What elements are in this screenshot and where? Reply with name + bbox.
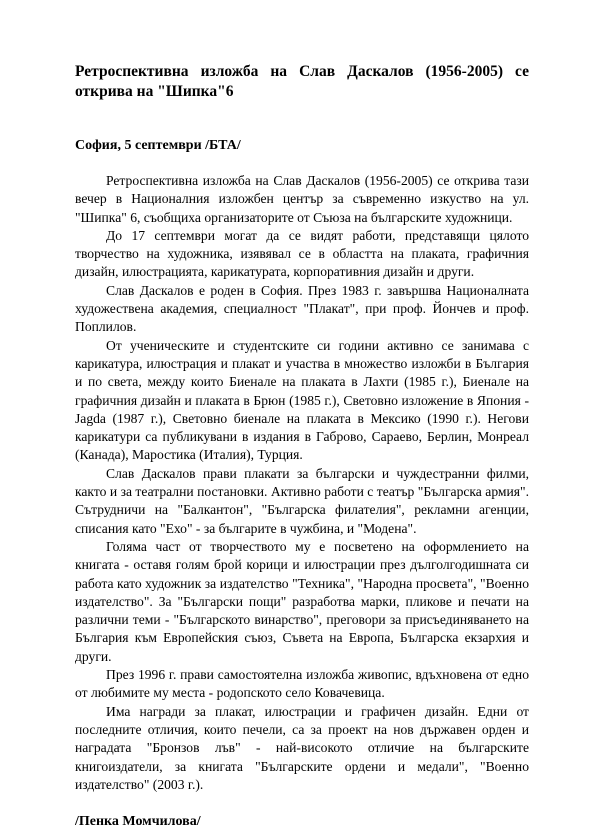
body-paragraph: От ученическите и студентските си години активно се занимава с карикатура, илюстрация и плакат и участва в множество изложби в България и по света, между които Биенале на плаката в Лахти (1985 г.), Биенале на графичния дизайн и плаката в Брюн (1985 г.), Световно изложение в Япония - Jagda (1987 г.), Световно биенале на плаката в Мексико (1990 г.). Негови карикатури са публикувани в издания в Габрово, Сараево, Берлин, Монреал (Канада), Маростика (Италия), Турция. [75,337,529,463]
article-author: /Пенка Момчилова/ [75,814,201,830]
article-body [75,172,529,794]
document-page [75,62,529,831]
article-title: Ретроспективна изложба на Слав Даскалов (1956-2005) се открива на "Шипка"6 [75,63,529,100]
body-paragraph: Слав Даскалов прави плакати за български и чуждестранни филми, както и за театрални постановки. Активно работи с театър "Българска армия". Сътрудничи на "Балкантон", "Българска филателия", рекламни агенции, списания като "Ехо" - за българите в чужбина, и "Модена". [75,465,529,536]
body-paragraph: До 17 септември могат да се видят работи, представящи цялото творчество на художника, изявявал се в областта на плаката, графичния дизайн, илюстрацията, карикатурата, корпоративния дизайн и други. [75,227,529,280]
body-paragraph: През 1996 г. прави самостоятелна изложба живопис, вдъхновена от едно от любимите му места - родопското село Ковачевица. [75,667,529,701]
body-paragraph: Има награди за плакат, илюстрации и графичен дизайн. Едни от последните отличия, които печели, са за проект на нов държавен орден и наградата "Бронзов лъв" - най-високото отличие на българските книгоиздатели, за книгата "Българските ордени и медали", "Военно издателство" (2003 г.). [75,703,529,792]
body-paragraph: Голяма част от творчеството му е посветено на оформлението на книгата - оставя голям брой корици и илюстрации през дълголгодишната си работа като художник за издателство "Техника", "Народна просвета", "Военно издателство". За "Български пощи" разработва марки, пликове и печати на различни теми - "Българското винарство", преговори за присъединяването на България към Европейския съюз, Съвета на Европа, Българска екзархия и други. [75,538,529,664]
article-dateline: София, 5 септември /БТА/ [75,138,241,153]
body-paragraph: Ретроспективна изложба на Слав Даскалов (1956-2005) се открива тази вечер в Националния изложбен център за съвременно изкуство на ул. "Шипка" 6, съобщиха организаторите от Съюза на българските художници. [75,173,529,225]
body-paragraph: Слав Даскалов е роден в София. През 1983 г. завършва Националната художествена академия, специалност "Плакат", при проф. Йончев и проф. Поплилов. [75,282,529,335]
